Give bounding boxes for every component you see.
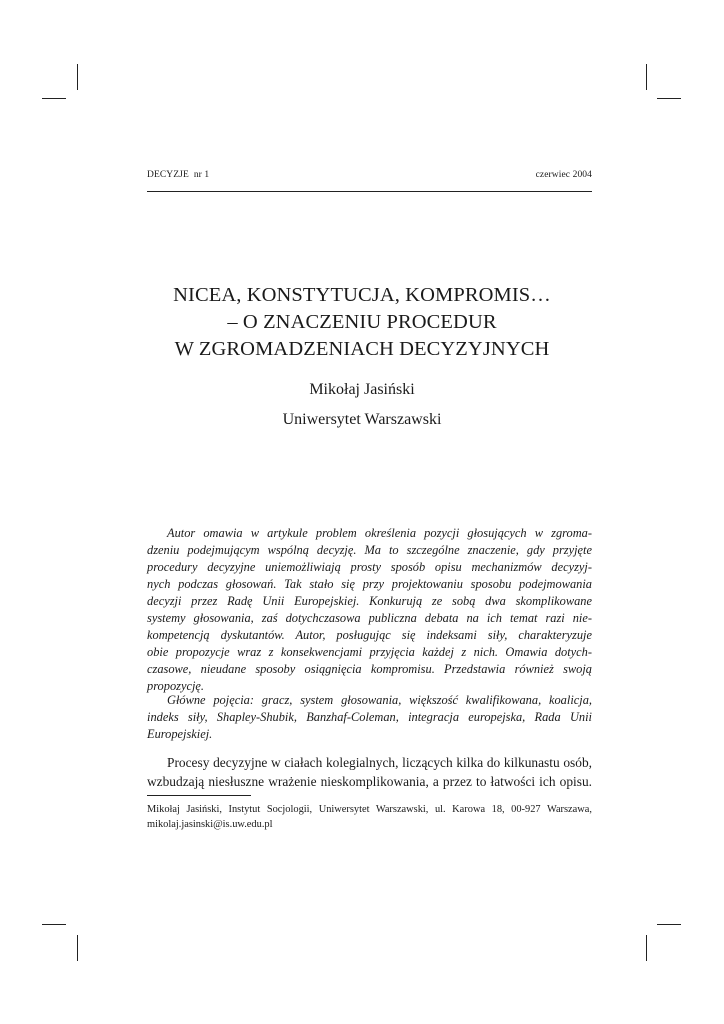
footnote — [147, 802, 592, 832]
footnote-line: mikolaj.jasinski@is.uw.edu.pl — [147, 819, 273, 830]
header-rule — [147, 191, 592, 192]
keywords-line: Europejskiej. — [147, 727, 213, 741]
abstract-line: systemy głosowania, zaś dotychczasowa publiczna debata na ich temat razi nie- — [147, 611, 592, 625]
issue-date: czerwiec 2004 — [535, 170, 592, 180]
abstract-line: nych podczas głosowań. Tak stało się przy projektowaniu sposobu podejmowania — [147, 577, 592, 591]
keywords — [147, 692, 592, 743]
abstract-line: decyzji przez Radę Unii Europejskiej. Konkurują ze sobą dwa skomplikowane — [147, 594, 592, 608]
crop-mark-bottom-left-vertical — [77, 935, 78, 961]
abstract-line: czasowe, nieudane sposoby osiągnięcia kompromisu. Przedstawia również swoją — [147, 662, 592, 676]
title-line-3: W ZGROMADZENIACH DECYZYJNYCH — [174, 338, 550, 360]
abstract-line: kompetencją dyskutantów. Autor, posługując się indeksami siły, charakteryzuje — [147, 628, 592, 642]
crop-mark-top-right-horizontal — [657, 98, 681, 99]
keywords-line: Główne pojęcia: gracz, system głosowania, większość kwalifikowana, koalicja, — [167, 693, 592, 707]
author-affiliation: Uniwersytet Warszawski — [282, 411, 442, 428]
abstract — [147, 525, 592, 695]
footnote-rule — [147, 795, 251, 796]
running-header — [147, 170, 592, 180]
abstract-line: dzeniu podejmującym wspólną decyzję. Ma to szczególne znaczenie, gdy przyjęte — [147, 543, 592, 557]
crop-mark-bottom-right-horizontal — [657, 924, 681, 925]
author-name: Mikołaj Jasiński — [309, 381, 415, 398]
abstract-line: procedury decyzyjne uniemożliwiają prosty sposób opisu mechanizmów decyzyj- — [147, 560, 592, 574]
keywords-line: indeks siły, Shapley-Shubik, Banzhaf-Coleman, integracja europejska, Rada Unii — [147, 710, 592, 724]
body-line: wzbudzają niesłuszne wrażenie nieskomplikowania, a przez to łatwości ich opisu. — [147, 774, 592, 789]
body-line: Procesy decyzyjne w ciałach kolegialnych, liczących kilka do kilkunastu osób, — [167, 755, 592, 770]
body-paragraph — [147, 753, 592, 791]
crop-mark-bottom-right-vertical — [646, 935, 647, 961]
article-title — [100, 282, 624, 363]
crop-mark-top-right-vertical — [646, 64, 647, 90]
crop-mark-top-left-horizontal — [42, 98, 66, 99]
abstract-line: Autor omawia w artykule problem określenia pozycji głosujących w zgroma- — [167, 526, 592, 540]
journal-name: DECYZJE nr 1 — [147, 170, 210, 180]
crop-mark-top-left-vertical — [77, 64, 78, 90]
footnote-line: Mikołaj Jasiński, Instytut Socjologii, Uniwersytet Warszawski, ul. Karowa 18, 00-927 Warszawa, — [147, 804, 592, 815]
title-line-1: NICEA, KONSTYTUCJA, KOMPROMIS… — [173, 284, 551, 306]
title-line-2: – O ZNACZENIU PROCEDUR — [227, 311, 497, 333]
abstract-line: propozycję. — [147, 679, 205, 693]
crop-mark-bottom-left-horizontal — [42, 924, 66, 925]
abstract-line: obie propozycje wraz z konsekwencjami przyjęcia każdej z nich. Omawia dotych- — [147, 645, 592, 659]
